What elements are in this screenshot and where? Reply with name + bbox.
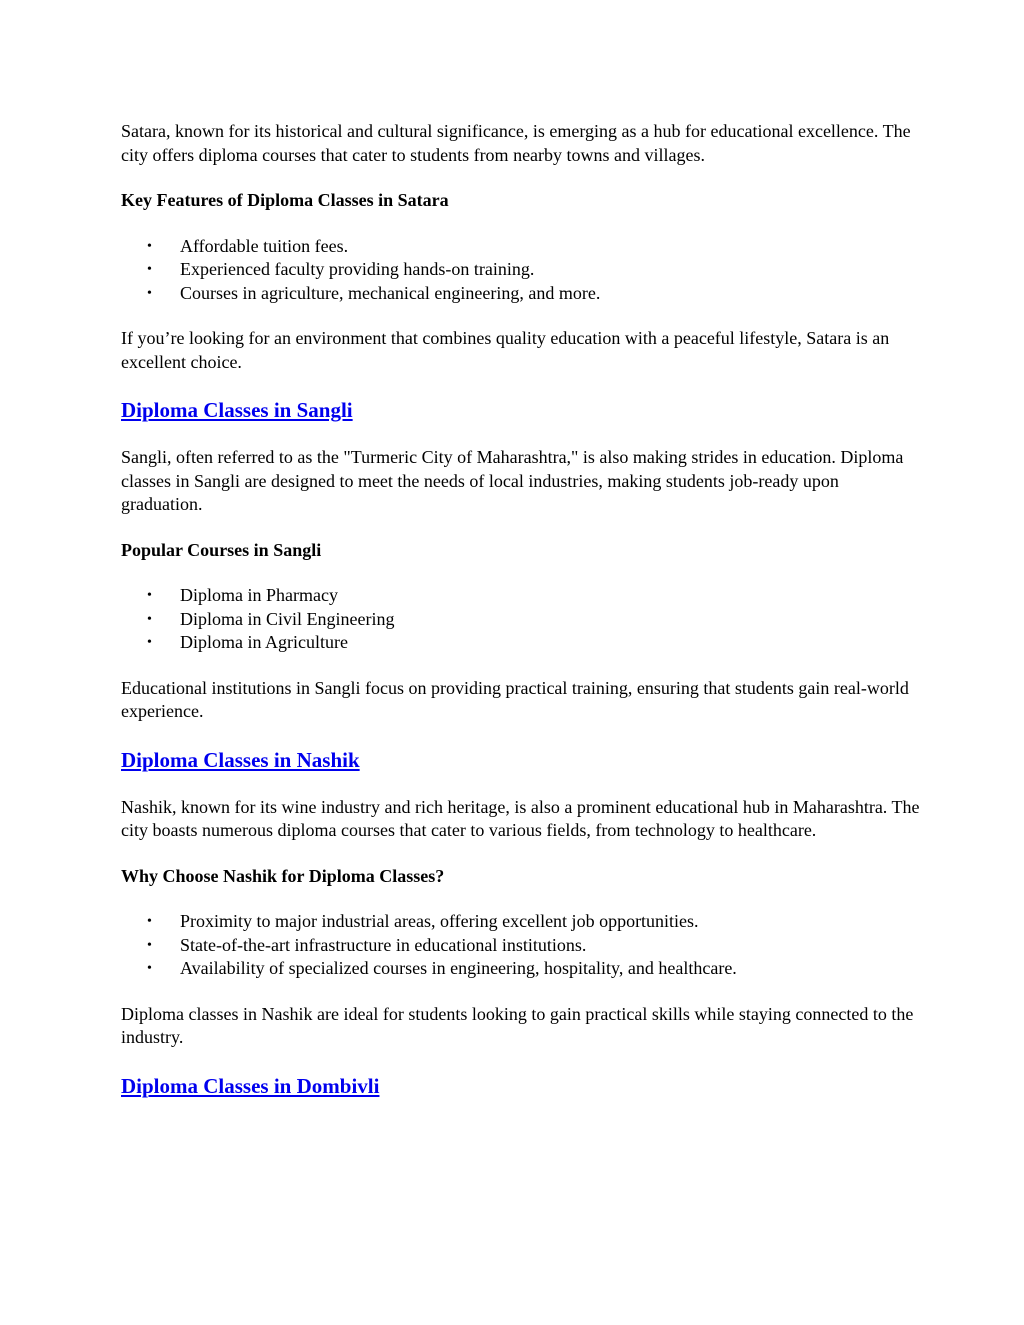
list-item: • Diploma in Pharmacy	[121, 584, 921, 608]
document-page	[121, 120, 921, 1122]
dombivli-heading	[121, 1072, 921, 1100]
satara-subheading: Key Features of Diploma Classes in Satara	[121, 190, 449, 210]
sangli-closing-paragraph: Educational institutions in Sangli focus on providing practical training, ensuring that students gain real-world experience.	[121, 677, 909, 721]
nashik-subheading: Why Choose Nashik for Diploma Classes?	[121, 865, 445, 886]
nashik-reasons-list	[121, 910, 921, 981]
bullet-icon: •	[147, 285, 152, 301]
list-item: • Courses in agriculture, mechanical engineering, and more.	[121, 282, 921, 306]
bullet-icon: •	[147, 238, 152, 254]
bullet-icon: •	[147, 937, 152, 953]
list-item: • State-of-the-art infrastructure in educational institutions.	[121, 934, 921, 958]
list-item: • Availability of specialized courses in engineering, hospitality, and healthcare.	[121, 957, 921, 981]
satara-closing-paragraph: If you’re looking for an environment that combines quality education with a peaceful lifestyle, Satara is an excellent choice.	[121, 328, 890, 372]
sangli-intro-paragraph: Sangli, often referred to as the "Turmeric City of Maharashtra," is also making strides in education. Diploma classes in Sangli are designed to meet the needs of local industries, making students job-ready upon graduation.	[121, 447, 904, 514]
sangli-courses-list	[121, 584, 921, 655]
nashik-heading	[121, 746, 921, 774]
satara-features-list	[121, 235, 921, 306]
list-item: • Diploma in Agriculture	[121, 631, 921, 655]
bullet-icon: •	[147, 635, 152, 650]
bullet-icon: •	[147, 961, 152, 976]
list-item: • Experienced faculty providing hands-on training.	[121, 258, 921, 282]
bullet-icon: •	[147, 914, 152, 929]
sangli-heading-link[interactable]: Diploma Classes in Sangli	[121, 398, 353, 422]
nashik-intro-paragraph: Nashik, known for its wine industry and rich heritage, is also a prominent educational hub in Maharashtra. The city boasts numerous diploma courses that cater to various fields, from technology to healthcare.	[121, 796, 920, 840]
satara-intro-paragraph: Satara, known for its historical and cultural significance, is emerging as a hub for educational excellence. The city offers diploma courses that cater to students from nearby towns and villages.	[121, 121, 911, 165]
list-item: • Affordable tuition fees.	[121, 235, 921, 259]
bullet-icon: •	[147, 262, 152, 277]
list-item: • Proximity to major industrial areas, offering excellent job opportunities.	[121, 910, 921, 934]
nashik-heading-link[interactable]: Diploma Classes in Nashik	[121, 747, 360, 772]
bullet-icon: •	[147, 588, 152, 603]
dombivli-heading-link[interactable]: Diploma Classes in Dombivli	[121, 1073, 380, 1098]
sangli-heading	[121, 396, 921, 424]
bullet-icon: •	[147, 611, 152, 627]
sangli-subheading: Popular Courses in Sangli	[121, 539, 322, 560]
nashik-closing-paragraph: Diploma classes in Nashik are ideal for students looking to gain practical skills while staying connected to the industry.	[121, 1003, 914, 1047]
list-item: • Diploma in Civil Engineering	[121, 608, 921, 632]
